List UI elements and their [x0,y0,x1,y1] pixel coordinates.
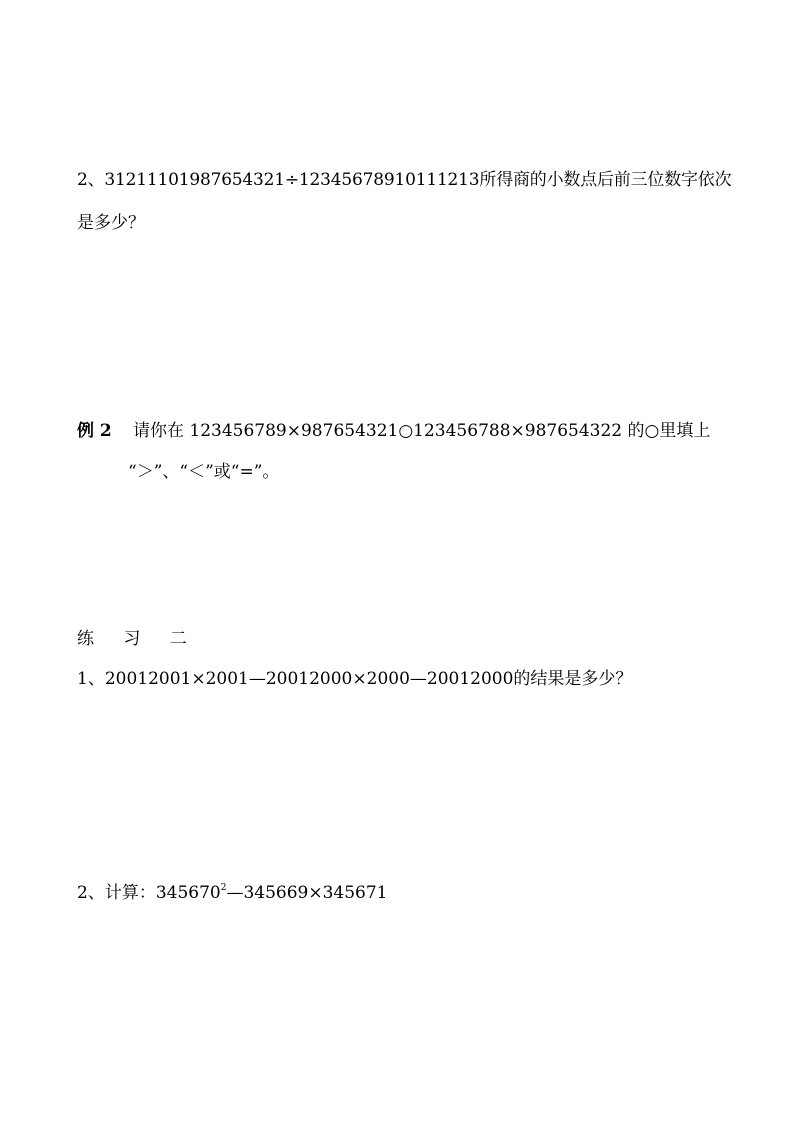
example-2-line-1 [77,420,710,442]
exercise-question-2 [77,877,388,904]
exercise-heading: 练 习 二 [77,629,199,649]
example-2-text: 请你在 123456789×987654321○123456788×987654322 的○里填上 [133,421,711,441]
example-2-label: 例 2 [77,421,112,441]
exercise-question-2-suffix: —345669×345671 [226,883,388,903]
problem-2-line-2: 是多少？ [77,213,145,233]
exercise-question-2-prefix: 2、计算：345670 [77,883,221,903]
exercise-question-2-exponent: 2 [220,883,227,893]
example-2-line-2: “＞”、“＜”或“=”。 [128,462,280,482]
problem-2-line-1: 2、31211101987654321÷12345678910111213所得商的小数点后前三位数字依次 [77,170,732,190]
exercise-question-1: 1、20012001×2001—20012000×2000—20012000的结果是多少？ [77,669,633,689]
